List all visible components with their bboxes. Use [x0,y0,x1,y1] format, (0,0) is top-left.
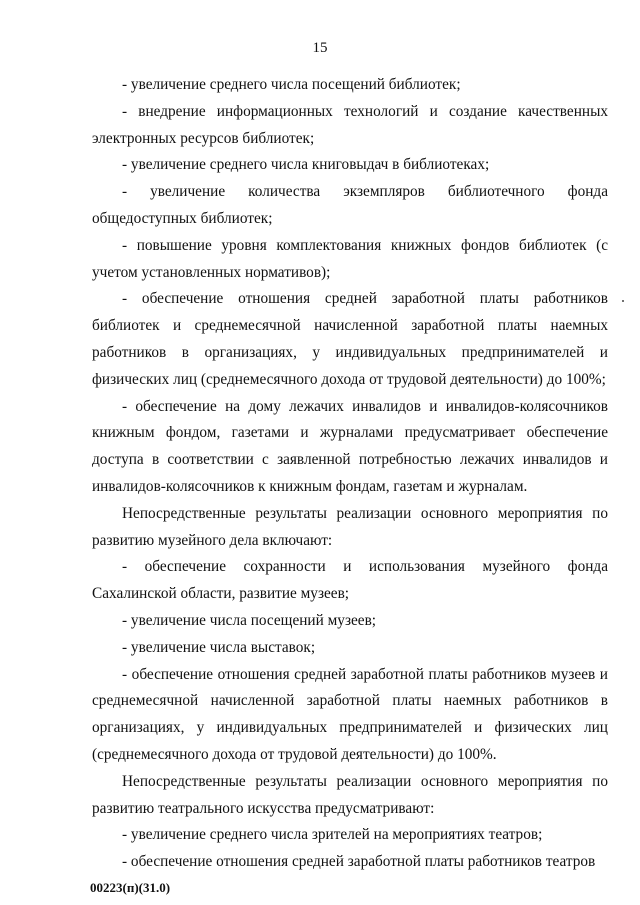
paragraph: Непосредственные результаты реализации основного мероприятия по развитию театрального искусства предусматривают: [92,772,608,817]
paragraph: - обеспечение сохранности и использования музейного фонда Сахалинской области, развитие музеев; [92,558,608,603]
paragraph: - обеспечение на дому лежачих инвалидов и инвалидов-колясочников книжным фондом, газетами и журналами предусматривает обеспечение доступа в соответствии с заявленной потребностью лежачих инвалидов и инвалидов-колясочников к книжным фондам, газетам и журналам. [92,397,608,495]
document-body [92,72,608,876]
scan-speck [622,300,624,302]
paragraph: - увеличение среднего числа зрителей на мероприятиях театров; [122,826,543,844]
paragraph: - увеличение числа посещений музеев; [122,611,377,629]
paragraph: - обеспечение отношения средней заработной платы работников библиотек и среднемесячной начисленной заработной платы наемных работников в организациях, у индивидуальных предпринимателей и физических лиц (среднемесячного дохода от трудовой деятельности) до 100%; [92,290,608,388]
paragraph: Непосредственные результаты реализации основного мероприятия по развитию музейного дела включают: [92,504,608,549]
page-number: 15 [312,40,328,56]
paragraph: - обеспечение отношения средней заработной платы работников театров [122,853,596,871]
paragraph: - увеличение среднего числа книговыдач в библиотеках; [122,156,490,174]
paragraph: - обеспечение отношения средней заработной платы работников музеев и среднемесячной начисленной заработной платы наемных работников в организациях, у индивидуальных предпринимателей и физических лиц (среднемесячного дохода от трудовой деятельности) до 100%. [92,665,608,763]
paragraph: - внедрение информационных технологий и создание качественных электронных ресурсов библиотек; [92,102,608,147]
paragraph: - увеличение количества экземпляров библиотечного фонда общедоступных библиотек; [92,183,608,227]
paragraph: - повышение уровня комплектования книжных фондов библиотек (с учетом установленных нормативов); [92,236,608,281]
document-code: 00223(п)(31.0) [90,880,171,895]
paragraph: - увеличение среднего числа посещений библиотек; [122,76,461,93]
paragraph: - увеличение числа выставок; [122,638,316,656]
